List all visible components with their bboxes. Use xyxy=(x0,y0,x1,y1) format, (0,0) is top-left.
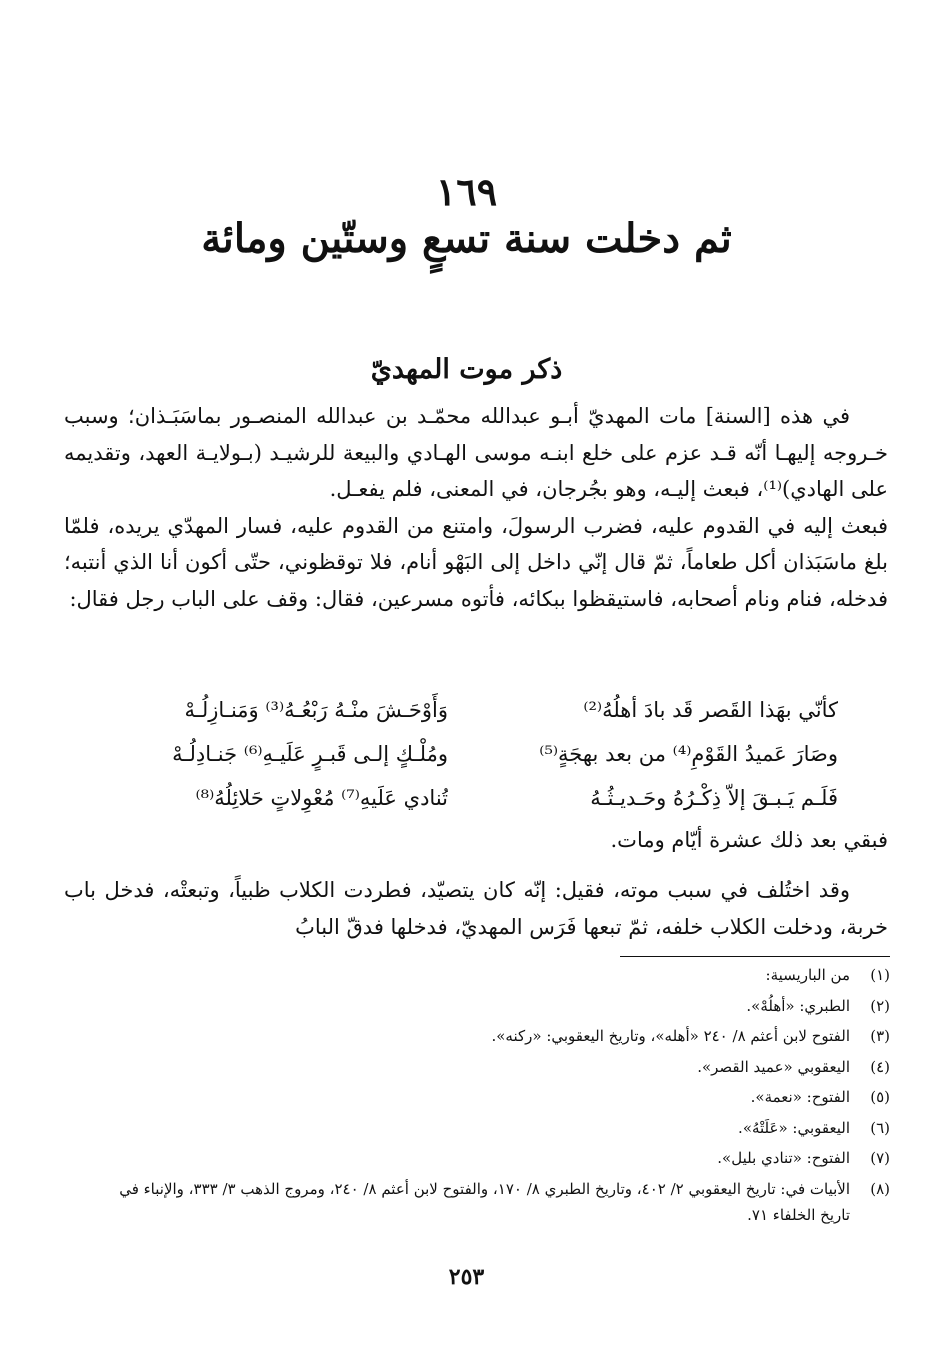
body-text xyxy=(64,398,888,617)
footnote-number: (٨) xyxy=(870,1179,890,1198)
page-number: ٢٥٣ xyxy=(448,1264,485,1290)
footnote-text: من الباريسية: xyxy=(765,966,850,984)
footnote-number: (٧) xyxy=(870,1149,890,1167)
footnote xyxy=(90,991,890,1022)
footnote-number: (٥) xyxy=(870,1088,890,1106)
footnote-text: الأبيات في: تاريخ اليعقوبي ٢/ ٤٠٢، وتاريخ الطبري ٨/ ١٧٠، والفتوح لابن أعثم ٨/ ٢٤٠، ومروج الذهب ٣/ ٣٣٣، والإنباء في تاريخ الخلفاء ٧١. xyxy=(119,1179,850,1224)
footnote-text: اليعقوبي «عميد القصر». xyxy=(697,1057,850,1076)
poem xyxy=(118,688,838,820)
footnote-number: (٤) xyxy=(870,1057,890,1076)
footnote-text: الطبري: «أهلُهْ». xyxy=(746,996,850,1015)
paragraph-1: في هذه [السنة] مات المهديّ أبـو عبدالله محمّـد بن عبدالله المنصـور بماسَبَـذان؛ وسبب خـروجه إليهـا أنّه قـد عزم على خلع ابنـه موسى الهـادي والبيعة للرشيـد (بـولايـة العهد، وتقديمه على الهادي)⁽¹⁾، فبعث إليـه، وهو بجُرجان، في المعنى، فلم يفعـل. xyxy=(64,404,888,501)
narration-text xyxy=(64,872,888,945)
year-number: ١٦٩ xyxy=(435,169,498,214)
footnote xyxy=(90,1143,890,1174)
footnote-number: (٦) xyxy=(870,1118,890,1137)
footnote-divider xyxy=(620,956,890,957)
paragraph-2: فبعث إليه في القدوم عليه، فضرب الرسولَ، وامتنع من القدوم عليه، فسار المهدّي يريده، فلمّا بلغ ماسَبَذان أكل طعاماً، ثمّ قال إنّي داخل إلى البَهْو أنام، فلا توقظوني، حتّى أكون أنا الذي أنتبه؛ فدخله، فنام ونام أصحابه، فاستيقظوا ببكائه، فأتوه مسرعين، فقال: وقف على الباب رجل فقال: xyxy=(64,513,888,611)
footnote xyxy=(90,960,890,991)
poem-hemistich-second: وَأَوْحَـشَ منْـهُ رَبْعُـهُ⁽³⁾ وَمَنـازِلُـهْ xyxy=(184,698,448,722)
poem-verse xyxy=(118,732,838,776)
poem-hemistich-second: ومُلْـكٍ إلـى قَبـرٍ عَلَيـهِ⁽⁶⁾ جَنـادِلُـهْ xyxy=(172,742,448,766)
footnote xyxy=(90,1052,890,1083)
section-title: ذكر موت المهديّ xyxy=(370,354,563,385)
poem-hemistich-first: وصَارَ عَميدُ القَوْمِ⁽⁴⁾ من بعد بهجَةٍ⁽⁵⁾ xyxy=(539,742,838,766)
after-poem-text xyxy=(64,822,888,858)
footnote-text: الفتوح: «تنادي بليل». xyxy=(717,1149,850,1167)
footnote xyxy=(90,1174,890,1228)
chapter-title: ثم دخلت سنة تسعٍ وستّين ومائة xyxy=(201,215,732,262)
poem-hemistich-first: كأنّي بهَذا القَصر قَد بادَ أهلُهُ⁽²⁾ xyxy=(583,698,838,722)
poem-verse xyxy=(118,776,838,820)
poem-hemistich-first: فَلَـم يَـبـقَ إلاّ ذِكْـرُهُ وحَـديـثُـهُ xyxy=(590,786,838,810)
footnote xyxy=(90,1113,890,1144)
footnote-text: الفتوح لابن أعثم ٨/ ٢٤٠ «أهله»، وتاريخ اليعقوبي: «ركنه». xyxy=(491,1027,850,1045)
poem-verse xyxy=(118,688,838,732)
after-poem-line: فبقي بعد ذلك عشرة أيّام ومات. xyxy=(610,828,888,852)
footnote-text: الفتوح: «نعمة». xyxy=(750,1088,850,1106)
footnote-number: (٢) xyxy=(870,996,890,1015)
narration-paragraph: وقد اختُلف في سبب موته، فقيل: إنّه كان يتصيّد، فطردت الكلاب ظبياً، وتبعتْه، فدخل باب خربة، ودخلت الكلاب خلفه، ثمّ تبعها فَرَس المهديّ، فدخلها فدقّ البابُ xyxy=(64,878,888,939)
footnote-text: اليعقوبي: «عَلَتْهُ». xyxy=(738,1118,850,1137)
footnote xyxy=(90,1082,890,1113)
footnote-number: (٣) xyxy=(870,1027,890,1045)
footnotes xyxy=(90,960,890,1228)
footnote xyxy=(90,1021,890,1052)
footnote-number: (١) xyxy=(870,966,890,984)
poem-hemistich-second: تُنادي عَلَيهِ⁽⁷⁾ مُعْوِلاتٍ حَلائِلُهُ⁽⁸⁾ xyxy=(195,786,448,810)
